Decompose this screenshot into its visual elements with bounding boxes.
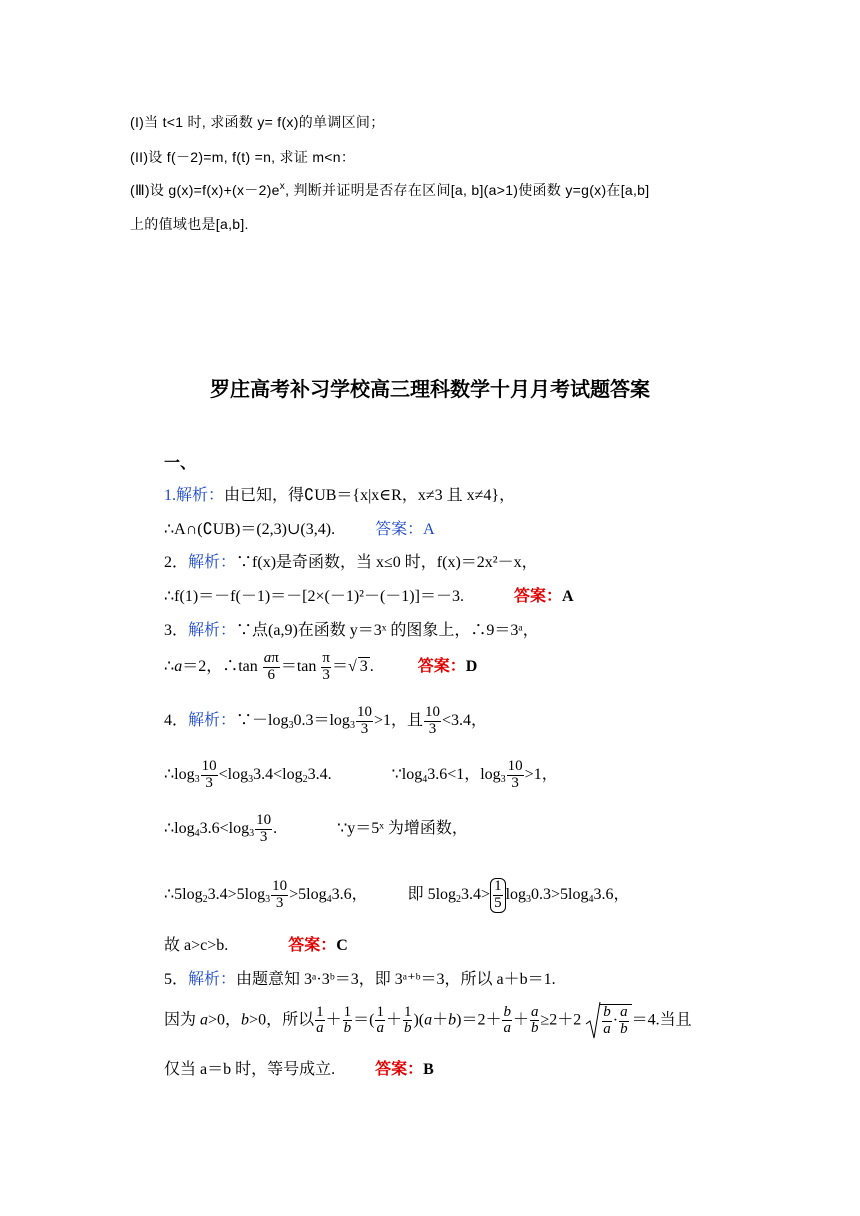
answer-4-line-1: 4．解析：$\because-\log_30.3=\log_3$ $\frac{10}{3}$ >1，且 $\frac{10}{3}$ <3.4， bbox=[164, 704, 487, 737]
answer-4-line-4: $\therefore 5\log_23.4>5\log_3$ $\frac{10}{3}$ $>5\log_43.6$， 即 $5\log_23.4>$ $\frac{1}{5}$ $\log_30.3>5\log_43.6$， bbox=[164, 878, 630, 911]
answer-2-number: 2． bbox=[164, 554, 189, 571]
answer-4-answer-label: 答案： bbox=[288, 935, 337, 954]
section-one-heading: 一、 bbox=[164, 453, 197, 472]
answer-1-answer: 答案：A bbox=[375, 521, 435, 538]
answer-2-line-2 bbox=[164, 583, 574, 606]
answer-5-equality: 仅当 a＝b 时，等号成立. bbox=[164, 1061, 336, 1078]
answer-3-text: ∵点(a,9)在函数 y＝3ˣ 的图象上，∴9＝3ᵃ， bbox=[236, 622, 539, 639]
answer-4-increasing: ∵y＝5ˣ 为增函数， bbox=[337, 819, 468, 837]
answer-1-line-1 bbox=[164, 482, 515, 505]
answer-4-conclusion: 故 a>c>b. bbox=[164, 937, 229, 954]
answer-4-number: 4． bbox=[164, 711, 189, 729]
answer-5-answer-value: B bbox=[423, 1061, 434, 1078]
answer-3-label: 解析： bbox=[188, 622, 237, 639]
answer-2-answer-value: A bbox=[561, 588, 574, 605]
answer-2-text: ∵f(x)是奇函数，当 x≤0 时，f(x)＝2x²－x， bbox=[236, 554, 538, 571]
answer-4-label: 解析： bbox=[188, 711, 237, 729]
answer-1-text: 由已知，得∁UB＝{x|x∈R，x≠3 且 x≠4}， bbox=[224, 487, 516, 504]
answer-1-line-2 bbox=[164, 516, 435, 539]
question-3-line-2: 上的值域也是[a,b]. bbox=[130, 216, 249, 232]
answer-1-label: 1.解析： bbox=[164, 487, 225, 504]
answer-1-result: ∴A∩(∁UB)＝(2,3)∪(3,4). bbox=[164, 521, 336, 538]
answer-2-answer-label: 答案： bbox=[513, 586, 562, 605]
answer-4-answer-value: C bbox=[336, 937, 348, 954]
fraction-a-pi-over-6: $\frac{a\pi}{6}$ bbox=[263, 650, 279, 683]
answer-3-line-2: ∴a＝2，∴tan $\frac{a\pi}{6}$ ＝tan $\frac{\pi}{3}$ ＝√ 3 . 答案：D bbox=[164, 650, 478, 683]
q3-pre: (Ⅲ)设 g(x)=f(x)+(x－2)e bbox=[130, 182, 280, 198]
question-1: (I)当 t<1 时, 求函数 y= f(x)的单调区间； bbox=[130, 114, 385, 130]
answer-key-title: 罗庄高考补习学校高三理科数学十月月考试题答案 bbox=[210, 377, 650, 401]
question-2: (II)设 f(－2)=m, f(t) =n, 求证 m<n： bbox=[130, 149, 356, 165]
answer-5-answer-label: 答案： bbox=[375, 1059, 424, 1078]
fraction-pi-over-3: $\frac{\pi}{3}$ bbox=[322, 650, 330, 683]
answer-5-text: 由题意知 3ᵃ·3ᵇ＝3，即 3ᵃ⁺ᵇ＝3，所以 a＋b＝1. bbox=[236, 971, 556, 988]
answer-3-answer-value: D bbox=[465, 657, 478, 675]
answer-5-line-2: 因为 a>0，b>0，所以 $\frac{1}{a}$ ＋ $\frac{1}{b}$ ＝( $\frac{1}{a}$ ＋ $\frac{1}{b}$ )(a＋b)＝2＋ $\frac{b}{a}$ ＋ $\frac{a}{b}$ ≥2＋2 $\frac{b}{a}$ · $\frac{a}{b}$ ＝4.当且 bbox=[164, 1003, 692, 1037]
answer-3-number: 3． bbox=[164, 622, 189, 639]
answer-2-result: ∴f(1)＝－f(－1)＝－[2×(－1)²－(－1)]＝－3. bbox=[164, 588, 464, 605]
answer-3-line-1 bbox=[164, 617, 539, 640]
q3-sup: x bbox=[279, 181, 286, 192]
sqrt-b-over-a-times-a-over-b: $\frac{b}{a}$ · $\frac{a}{b}$ bbox=[585, 1004, 631, 1038]
answer-5-line-3 bbox=[164, 1056, 434, 1079]
paren-one-fifth: $\frac{1}{5}$ bbox=[490, 878, 506, 913]
answer-2-line-1 bbox=[164, 549, 538, 572]
answer-5-number: 5． bbox=[164, 971, 189, 988]
answer-4-line-5 bbox=[164, 932, 348, 955]
answer-5-label: 解析： bbox=[188, 971, 237, 988]
question-3-line-1 bbox=[130, 180, 649, 200]
answer-4-line-3: $\therefore\log_43.6<\log_3$ $\frac{10}{3}$ . ∵y＝5ˣ 为增函数， bbox=[164, 812, 468, 845]
answer-4-line-2: $\therefore\log_3$ $\frac{10}{3}$ $<\log_33.4<\log_23.4$. $\because\log_43.6<1$，$\log_3$ $\frac{10}{3}$ >1， bbox=[164, 758, 558, 791]
q3-post: , 判断并证明是否存在区间[a, b](a>1)使函数 y=g(x)在[a,b] bbox=[285, 182, 650, 198]
answer-3-answer-label: 答案： bbox=[417, 655, 466, 675]
answer-5-line-1 bbox=[164, 966, 556, 989]
answer-2-label: 解析： bbox=[188, 554, 237, 571]
